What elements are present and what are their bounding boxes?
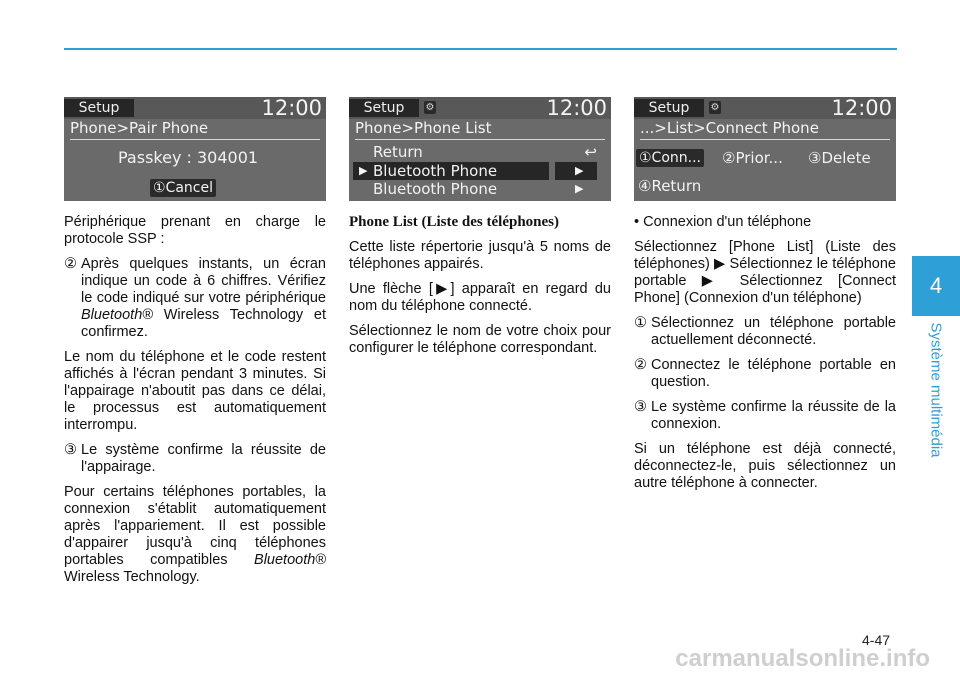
screen-path: Phone>Pair Phone [70, 119, 209, 137]
bluetooth-icon: ⚙ [425, 102, 435, 113]
bluetooth-trademark: Bluetooth® [254, 552, 326, 568]
screen-path: ...>List>Connect Phone [640, 119, 819, 137]
bluetooth-icon: ⚙ [710, 102, 720, 113]
watermark: carmanualsonline.info [675, 645, 930, 672]
numbered-item-2 [634, 357, 896, 391]
item-text: Connectez le téléphone portable en question. [651, 357, 896, 390]
paragraph: Si un téléphone est déjà connecté, déconnectez-le, puis sélectionnez un autre téléphone à connecter. [634, 441, 896, 491]
item-number: ② [64, 256, 77, 272]
clock: 12:00 [831, 97, 892, 120]
list-item-bluetooth-phone[interactable]: Bluetooth Phone [373, 180, 498, 198]
screen-connect-phone [634, 97, 896, 201]
paragraph-timeout: Le nom du téléphone et le code restent affichés à l'écran pendant 3 minutes. Si l'appairage n'aboutit pas dans ce délai, le processus est automatiquement interrompu. [64, 349, 326, 433]
numbered-item-3 [64, 442, 326, 476]
setup-label: Setup [64, 99, 134, 117]
item-number: ② [634, 357, 647, 373]
cancel-button[interactable]: ①Cancel [150, 179, 216, 197]
screen-divider [355, 139, 605, 140]
intro-paragraph: Périphérique prenant en charge le protocole SSP : [64, 214, 326, 247]
paragraph: Cette liste répertorie jusqu'à 5 noms de téléphones appairés. [349, 239, 611, 272]
item-number: ① [634, 315, 647, 331]
screen-path: Phone>Phone List [355, 119, 492, 137]
item-text: Après quelques instants, un écran indique un code à 6 chiffres. Vérifiez le code indiqué sur votre périphérique Bluetooth® Wireless Technology et confirmez. [81, 256, 326, 340]
chapter-title: Système multimédia [927, 322, 945, 458]
top-rule [64, 48, 897, 50]
setup-label: Setup [349, 99, 419, 117]
column-1 [64, 214, 326, 594]
connect-button[interactable]: ①Conn... [636, 149, 704, 167]
connected-arrow-icon: ▶ [575, 182, 584, 195]
return-icon: ↩ [584, 143, 597, 161]
list-item-return[interactable]: Return [373, 143, 423, 161]
chapter-number-tab: 4 [912, 256, 960, 316]
row-arrow-icon: ▶ [359, 164, 368, 177]
numbered-item-2 [64, 256, 326, 341]
connected-arrow-icon: ▶ [575, 164, 584, 177]
paragraph: Sélectionnez [Phone List] (Liste des téléphones) ▶ Sélectionnez le téléphone portable ▶ Sélectionnez [Connect Phone] (Connexion d'un téléphone) [634, 239, 896, 306]
clock: 12:00 [261, 97, 322, 120]
item-number: ③ [64, 442, 77, 458]
bullet-heading: • Connexion d'un téléphone [634, 214, 812, 230]
paragraph: Sélectionnez le nom de votre choix pour configurer le téléphone correspondant. [349, 323, 611, 356]
passkey-text: Passkey : 304001 [118, 148, 259, 167]
column-2 [349, 214, 611, 365]
priority-button[interactable]: ②Prior... [722, 149, 783, 167]
delete-button[interactable]: ③Delete [808, 149, 871, 167]
item-text: Sélectionnez un téléphone portable actuellement déconnecté. [651, 315, 896, 348]
page-number: 4-47 [862, 632, 891, 648]
screen-pair-phone [64, 97, 326, 201]
screen-divider [640, 139, 890, 140]
bluetooth-trademark: Bluetooth® [81, 307, 153, 323]
paragraph: Une flèche [▶] apparaît en regard du nom du téléphone connecté. [349, 281, 611, 314]
numbered-item-1 [634, 315, 896, 349]
screen-divider [70, 139, 320, 140]
paragraph-auto-connect: Pour certains téléphones portables, la connexion s'établit automatiquement après l'appariement. Il est possible d'appairer jusqu'à cinq téléphones portables compatibles Bluetooth® Wireless Technology. [64, 484, 326, 585]
setup-label: Setup [634, 99, 704, 117]
item-number: ③ [634, 399, 647, 415]
section-heading: Phone List (Liste des téléphones) [349, 214, 559, 230]
list-item-bluetooth-phone[interactable]: Bluetooth Phone [373, 162, 498, 180]
item-text: Le système confirme la réussite de l'appairage. [81, 442, 326, 475]
screen-phone-list [349, 97, 611, 201]
return-button[interactable]: ④Return [638, 177, 702, 195]
item-text: Le système confirme la réussite de la connexion. [651, 399, 896, 432]
column-3 [634, 214, 896, 500]
clock: 12:00 [546, 97, 607, 120]
numbered-item-3 [634, 399, 896, 433]
